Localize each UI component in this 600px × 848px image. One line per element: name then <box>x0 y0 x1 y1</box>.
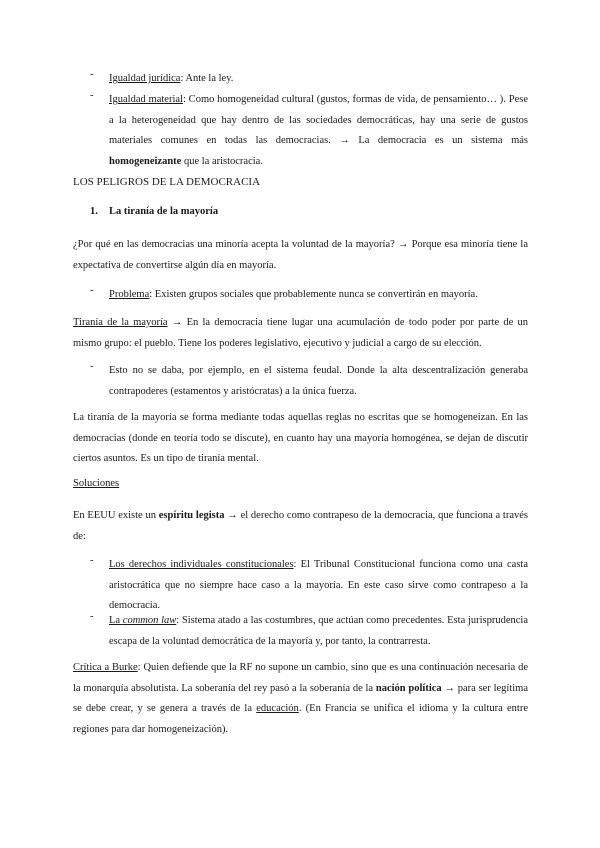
bold-term: espíritu legista <box>158 510 225 521</box>
item-text: : Ante la ley. <box>180 73 234 84</box>
list-item: Esto no se daba, por ejemplo, en el sistema feudal. Donde la alta descentralización generaba contrapoderes (estamentos y aristócratas) a la única fuerza. <box>109 365 528 397</box>
arrow-symbol: → <box>227 510 238 521</box>
list-bullet: - <box>90 285 94 296</box>
term-underlined: educación <box>256 703 299 714</box>
list-bullet: - <box>90 555 94 566</box>
list-bullet: - <box>90 90 94 101</box>
term-underlined: Problema <box>109 289 150 300</box>
item-text: La democracia es un sistema más <box>349 135 528 146</box>
term-underlined: Igualdad material <box>109 94 183 105</box>
arrow-symbol: → <box>444 682 455 694</box>
paragraph-critica <box>73 658 528 740</box>
subsection-title: La tiranía de la mayoría <box>109 206 219 217</box>
term-underlined: Tiranía de la mayoría <box>73 317 168 328</box>
term-underlined: Soluciones <box>73 478 120 489</box>
list-item <box>109 90 528 172</box>
list-bullet: - <box>90 361 94 372</box>
list-item <box>109 555 528 617</box>
arrow-symbol: → <box>397 239 409 250</box>
paragraph-text: para ser legítima se debe crear, y se genera a través de la <box>73 682 529 714</box>
list-item <box>109 611 528 652</box>
item-text: que la aristocracia. <box>181 155 263 167</box>
bold-term: nación política <box>375 682 442 694</box>
paragraph-eeuu <box>73 506 528 547</box>
paragraph-text: . (En Francia se unifica el idioma y la cultura entre regiones para dar homogeneización). <box>73 703 528 735</box>
term-underlined <box>109 615 176 626</box>
term-italic: common law <box>122 615 177 626</box>
item-text: : Existen grupos sociales que probablemente nunca se convertirán en mayoría. <box>149 289 478 300</box>
soluciones-title <box>73 478 119 489</box>
item-text: : Sistema atado a las costumbres, que actúan como precedentes. Esta jurisprudencia escapa de la voluntad democrática de la mayoría y, por tanto, la contrarresta. <box>109 615 528 647</box>
paragraph-text: el derecho como contrapeso de la democracia, que funciona a través de: <box>73 510 529 542</box>
arrow-symbol: → <box>171 317 183 328</box>
paragraph-tirania <box>73 313 528 354</box>
term-underlined: Los derechos individuales constitucionales <box>109 559 294 570</box>
paragraph-text: En EEUU existe un <box>73 510 159 521</box>
paragraph-question <box>73 235 528 276</box>
paragraph-text: ¿Por qué en las democracias una minoría acepta la voluntad de la mayoría? <box>73 239 398 250</box>
section-title: LOS PELIGROS DE LA DEMOCRACIA <box>73 176 261 188</box>
paragraph-text: : Quien defiende que la RF no supone un cambio, sino que es una continuación necesaria de la monarquía absolutista. La soberanía del rey pasó a la soberanía de la <box>73 662 528 694</box>
arrow-symbol: → <box>339 135 350 146</box>
list-item <box>109 69 528 90</box>
term-prefix: La <box>109 615 123 626</box>
term-underlined: Crítica a Burke <box>73 662 138 673</box>
item-text: : El Tribunal Constitucional funciona como una casta aristocrática que no siempre hace caso a la mayoría. En este caso sirve como contrapeso a la democracia. <box>109 559 528 611</box>
paragraph-text: En la democracia tiene lugar una acumulación de todo poder por parte de un mismo grupo: el pueblo. Tiene los poderes legislativo, ejecutivo y judicial a cargo de su elección. <box>73 317 529 349</box>
paragraph-tirania-forma: La tiranía de la mayoría se forma mediante todas aquellas reglas no escritas que se homogeneizan. En las democracias (donde en teoría todo se discute), en cuanto hay una mayoría homogénea, se dejan de discutir ciertos asuntos. Es un tipo de tiranía mental. <box>73 412 528 464</box>
list-item <box>109 285 528 306</box>
paragraph-text: Porque esa minoría tiene la expectativa de convertirse algún día en mayoría. <box>73 239 528 271</box>
term-underlined: Igualdad jurídica <box>109 73 181 84</box>
item-text: : Como homogeneidad cultural (gustos, formas de vida, de pensamiento… ). Pese a la heterogeneidad que hay dentro de las sociedades democráticas, hay una serie de gustos materiales comunes en todas las democracias. <box>109 94 528 146</box>
bold-term: homogeneizante <box>109 155 182 167</box>
subsection-number: 1. <box>90 206 98 217</box>
list-bullet: - <box>90 611 94 622</box>
list-bullet: - <box>90 69 94 80</box>
